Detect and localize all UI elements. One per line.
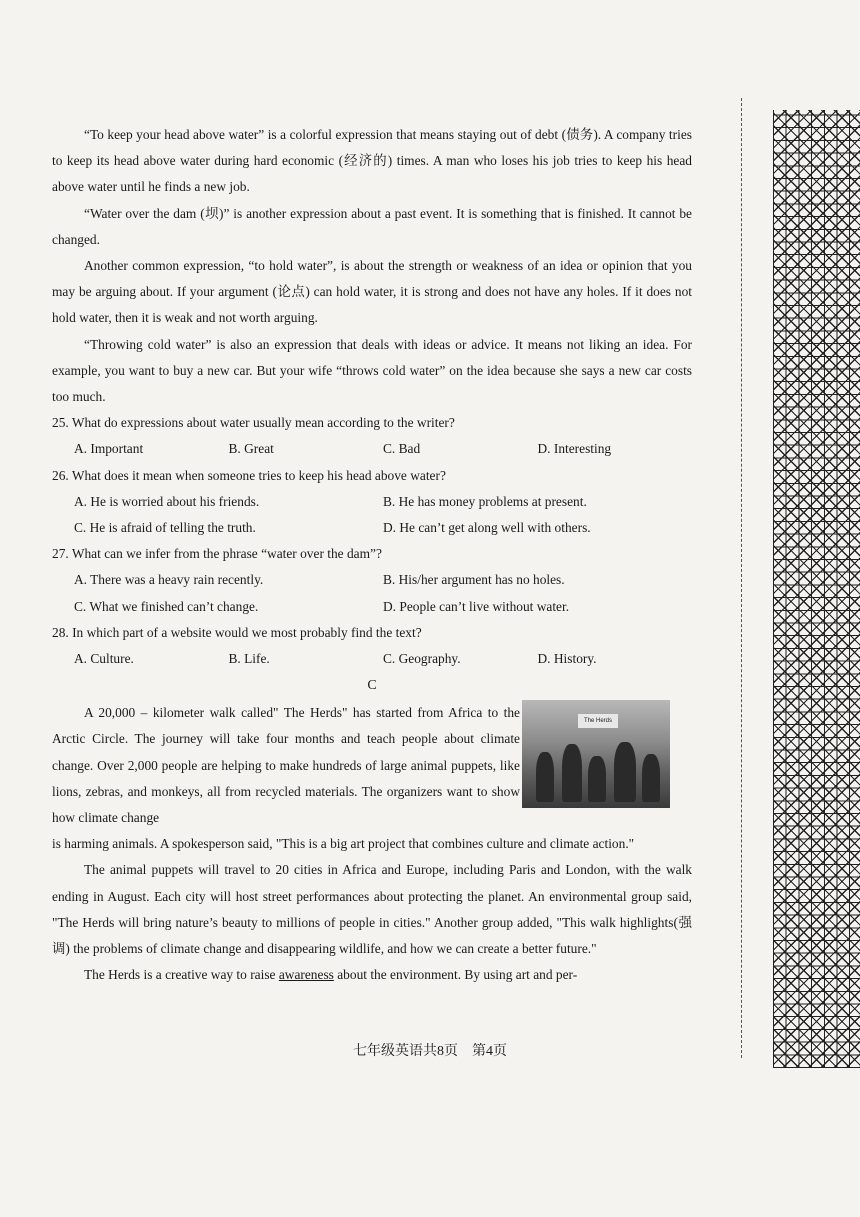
options-row — [52, 594, 692, 620]
puppet-figure — [642, 754, 660, 802]
passage-c-paragraph-1b: is harming animals. A spokesperson said, "This is a big art project that combines culture and climate action." — [52, 836, 635, 852]
passage-b-paragraph-1: “To keep your head above water” is a colorful expression that means staying out of debt (债务). A company tries to keep its head above water during hard economic (经济的) times. A man who loses his job tries to keep his head above water until he finds a new job. — [52, 127, 692, 195]
passage-b-paragraph-4: “Throwing cold water” is also an expression that deals with ideas or advice. It means not liking an idea. For example, you want to buy a new car. But your wife “throws cold water” on the idea because she says a new car costs too much. — [52, 336, 692, 405]
option-d: D. Interesting — [537, 441, 612, 457]
option-a: A. He is worried about his friends. — [74, 493, 260, 509]
passage-c-paragraph-2: The animal puppets will travel to 20 cities in Africa and Europe, including Paris and London, with the walk ending in August. Each city will host street performances about protecting the planet. An environmental group said, "The Herds will bring nature’s beauty to millions of people in cities." Another group added, "This walk highlights(强调) the problems of climate change and disappearing wildlife, and how we can create a better future." — [52, 862, 692, 957]
option-a: A. There was a heavy rain recently. — [74, 572, 264, 588]
option-a: A. Culture. — [74, 651, 134, 667]
option-c: C. Bad — [383, 441, 421, 457]
section-c-label: C — [367, 678, 377, 694]
question-stem: 27. What can we infer from the phrase “water over the dam”? — [52, 546, 382, 562]
option-a: A. Important — [74, 441, 144, 457]
option-d: D. History. — [537, 651, 597, 667]
p3-end: about the environment. By using art and per- — [337, 967, 578, 983]
passage-c-paragraph-1a: A 20,000 – kilometer walk called" The Herds" has started from Africa to the Arctic Circle. The journey will take four months and teach people about climate change. Over 2,000 people are helping to make hundreds of large animal puppets, like lions, zebras, and monkeys, all from recycled materials. The organizers want to show how climate change — [52, 705, 520, 826]
option-d: D. He can’t get along well with others. — [383, 520, 591, 536]
exam-page — [52, 122, 692, 989]
options-row — [52, 489, 692, 515]
underlined-word: awareness — [278, 967, 334, 983]
option-b: B. Life. — [228, 651, 270, 667]
question-stem: 25. What do expressions about water usually mean according to the writer? — [52, 415, 455, 431]
passage-b-paragraph-2: “Water over the dam (坝)” is another expression about a past event. It is something that is finished. It cannot be changed. — [52, 205, 692, 247]
question-26 — [52, 463, 692, 542]
puppet-figure — [536, 752, 554, 802]
security-pattern — [773, 110, 860, 1068]
option-c: C. Geography. — [383, 651, 461, 667]
photo-sign: The Herds — [578, 714, 618, 728]
question-27 — [52, 541, 692, 620]
passage-c — [52, 700, 692, 988]
herds-photo — [522, 700, 670, 808]
options-row — [52, 567, 692, 593]
page-footer: 七年级英语共8页 第4页 — [353, 1044, 507, 1059]
options-row — [52, 515, 692, 541]
passage-c-paragraph-3 — [52, 962, 692, 988]
option-c: C. What we finished can’t change. — [74, 598, 259, 614]
passage-b-paragraph-3: Another common expression, “to hold water”, is about the strength or weakness of an idea or opinion that you may be arguing about. If your argument (论点) can hold water, it is strong and does not have any holes. If it does not hold water, then it is weak and not worth arguing. — [52, 258, 692, 326]
puppet-figure — [588, 756, 606, 802]
puppet-figure — [562, 744, 582, 802]
option-b: B. Great — [228, 441, 274, 457]
option-c: C. He is afraid of telling the truth. — [74, 520, 256, 536]
option-b: B. He has money problems at present. — [383, 493, 587, 509]
options-row — [52, 436, 692, 462]
binding-dash-line — [741, 98, 742, 1058]
question-25 — [52, 410, 692, 462]
question-stem: 26. What does it mean when someone tries to keep his head above water? — [52, 467, 446, 483]
options-row — [52, 646, 692, 672]
p3-start: The Herds is a creative way to raise — [84, 967, 276, 983]
option-d: D. People can’t live without water. — [383, 598, 570, 614]
puppet-figure — [614, 742, 636, 802]
question-28 — [52, 620, 692, 672]
question-stem: 28. In which part of a website would we most probably find the text? — [52, 624, 422, 640]
option-b: B. His/her argument has no holes. — [383, 572, 565, 588]
